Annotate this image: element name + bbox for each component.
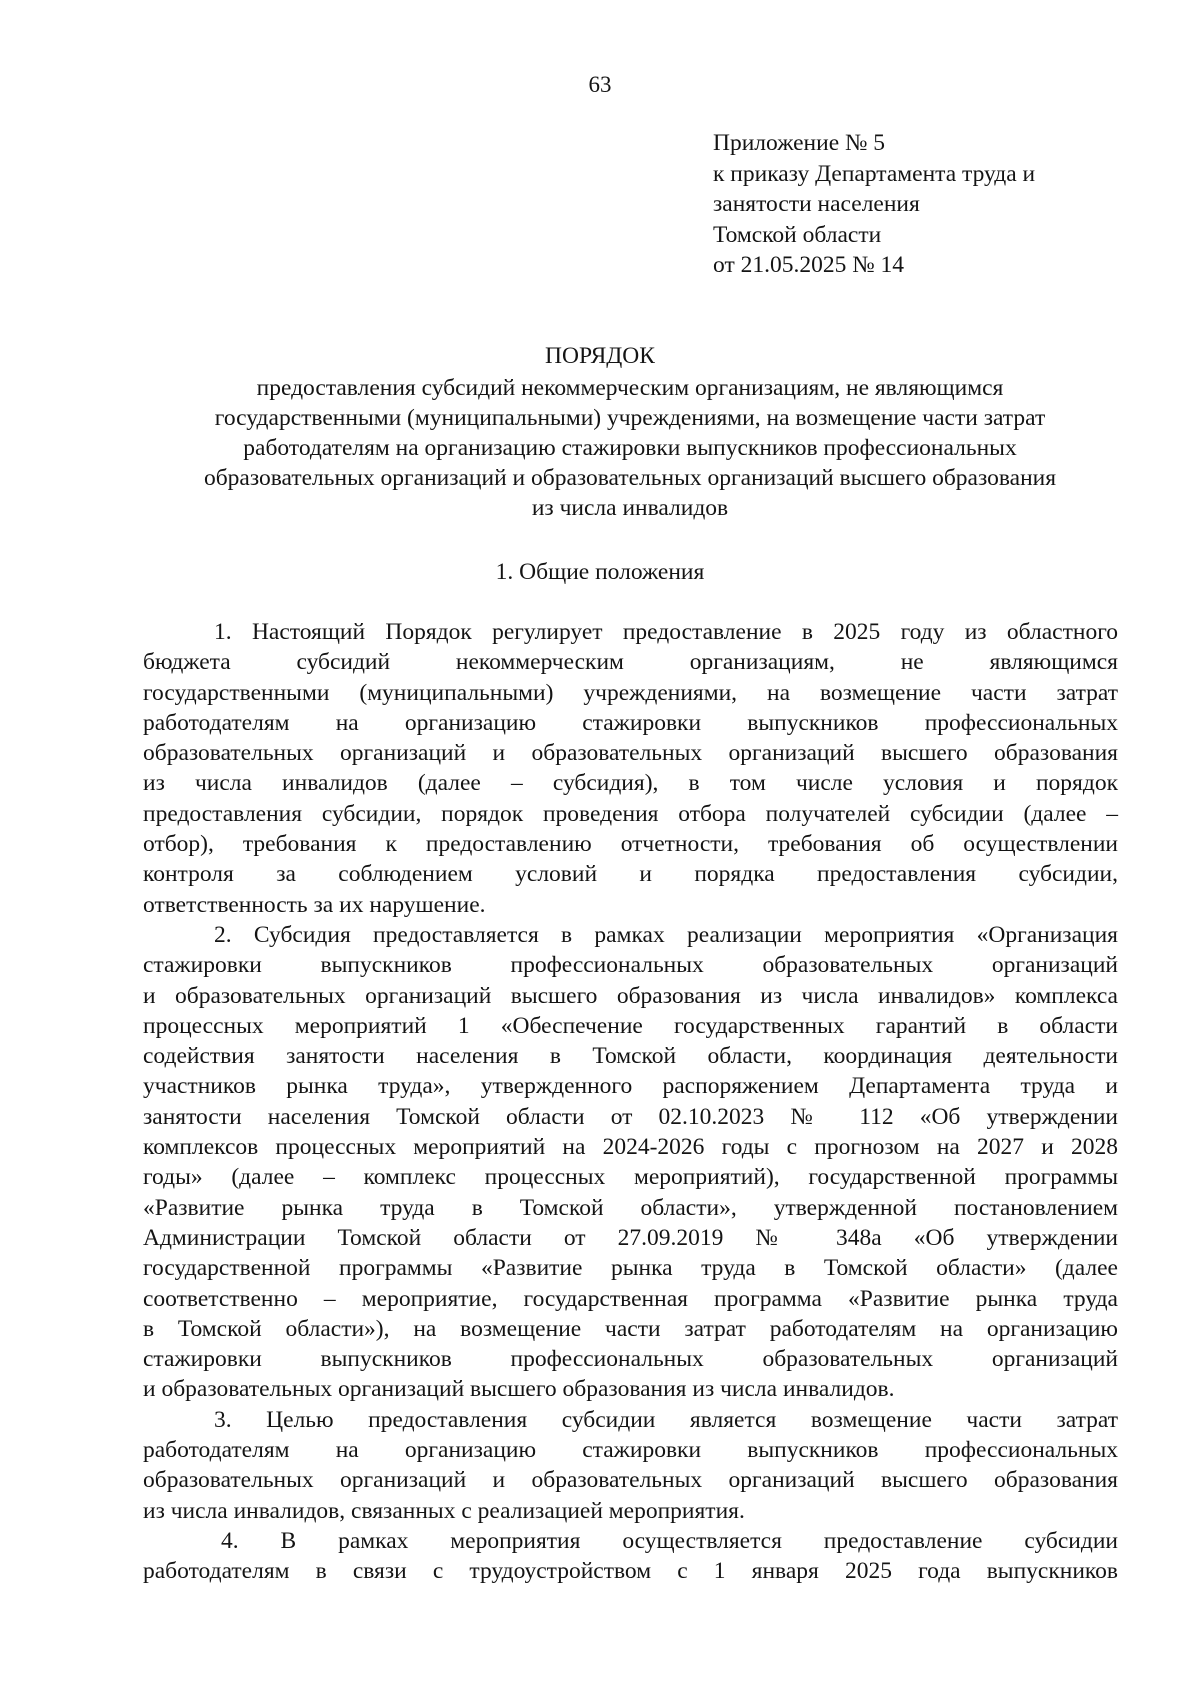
- subtitle-line: предоставления субсидий некоммерческим организациям, не являющимся: [256, 375, 1004, 401]
- paragraph-line: 1. Настоящий Порядок регулирует предоставление в 2025 году из областного: [214, 619, 1118, 645]
- paragraph-line: процессных мероприятий 1 «Обеспечение государственных гарантий в области: [143, 1012, 1118, 1039]
- paragraph-line: содействия занятости населения в Томской области, координация деятельности: [143, 1043, 1118, 1070]
- subtitle-line: государственными (муниципальными) учреждениями, на возмещение части затрат: [214, 405, 1046, 431]
- paragraph-line: из числа инвалидов (далее – субсидия), в том числе условия и порядок: [143, 770, 1118, 797]
- paragraph-line: отбор), требования к предоставлению отчетности, требования об осуществлении: [143, 831, 1118, 858]
- paragraph-line: контроля за соблюдением условий и порядка предоставления субсидии,: [143, 861, 1118, 888]
- paragraph-2: [143, 920, 1118, 1405]
- paragraph-line: и образовательных организаций высшего образования из числа инвалидов.: [143, 1376, 895, 1403]
- document-body: [143, 617, 1118, 1587]
- paragraph-line: годы» (далее – комплекс процессных мероприятий), государственной программы: [143, 1164, 1118, 1191]
- paragraph-line: образовательных организаций и образовательных организаций высшего образования: [143, 1467, 1118, 1494]
- paragraph-4: [143, 1526, 1118, 1587]
- paragraph-line: государственной программы «Развитие рынка труда в Томской области» (далее: [143, 1255, 1118, 1282]
- paragraph-line: 2. Субсидия предоставляется в рамках реализации мероприятия «Организация: [214, 921, 1118, 948]
- paragraph-line: работодателям на организацию стажировки выпускников профессиональных: [143, 1437, 1118, 1464]
- paragraph-line: государственными (муниципальными) учреждениями, на возмещение части затрат: [143, 679, 1118, 706]
- paragraph-line: «Развитие рынка труда в Томской области», утвержденной постановлением: [143, 1194, 1118, 1221]
- paragraph-line: предоставления субсидии, порядок проведения отбора получателей субсидии (далее –: [143, 800, 1118, 827]
- section-heading: 1. Общие положения: [495, 559, 705, 585]
- paragraph-line: образовательных организаций и образовательных организаций высшего образования: [143, 740, 1118, 767]
- paragraph-line: Администрации Томской области от 27.09.2019 № 348а «Об утверждении: [143, 1224, 1118, 1251]
- paragraph-line: 4. В рамках мероприятия осуществляется предоставление субсидии: [221, 1527, 1118, 1554]
- paragraph-line: стажировки выпускников профессиональных образовательных организаций: [143, 1346, 1118, 1373]
- paragraph-1: [143, 617, 1118, 920]
- paragraph-line: бюджета субсидий некоммерческим организациям, не являющимся: [143, 649, 1118, 676]
- paragraph-line: работодателям в связи с трудоустройством с 1 января 2025 года выпускников: [143, 1558, 1118, 1585]
- paragraph-line: участников рынка труда», утвержденного распоряжением Департамента труда и: [143, 1073, 1118, 1100]
- subtitle-line: из числа инвалидов: [531, 495, 729, 521]
- document-title: ПОРЯДОК: [545, 343, 655, 369]
- appendix-line: к приказу Департамента труда и: [713, 160, 1036, 187]
- paragraph-line: и образовательных организаций высшего образования из числа инвалидов» комплекса: [143, 982, 1118, 1009]
- paragraph-line: работодателям на организацию стажировки выпускников профессиональных: [143, 709, 1118, 736]
- paragraph-line: из числа инвалидов, связанных с реализацией мероприятия.: [143, 1497, 745, 1524]
- appendix-block: [713, 128, 1153, 281]
- paragraph-line: занятости населения Томской области от 02.10.2023 № 112 «Об утверждении: [143, 1103, 1118, 1130]
- paragraph-line: соответственно – мероприятие, государственная программа «Развитие рынка труда: [143, 1285, 1118, 1312]
- appendix-line: Приложение № 5: [713, 130, 886, 156]
- page-number: 63: [588, 72, 612, 97]
- appendix-line: Томской области: [713, 221, 882, 248]
- paragraph-line: ответственность за их нарушение.: [143, 891, 486, 918]
- paragraph-line: в Томской области»), на возмещение части затрат работодателям на организацию: [143, 1315, 1118, 1342]
- appendix-line: от 21.05.2025 № 14: [713, 252, 905, 278]
- document-subtitle: [140, 373, 1120, 523]
- paragraph-line: 3. Целью предоставления субсидии является возмещение части затрат: [214, 1406, 1118, 1433]
- subtitle-line: работодателям на организацию стажировки выпускников профессиональных: [243, 435, 1017, 461]
- subtitle-line: образовательных организаций и образовательных организаций высшего образования: [203, 465, 1057, 491]
- appendix-line: занятости населения: [713, 191, 920, 217]
- paragraph-line: комплексов процессных мероприятий на 2024-2026 годы с прогнозом на 2027 и 2028: [143, 1134, 1118, 1161]
- paragraph-3: [143, 1405, 1118, 1526]
- paragraph-line: стажировки выпускников профессиональных образовательных организаций: [143, 952, 1118, 979]
